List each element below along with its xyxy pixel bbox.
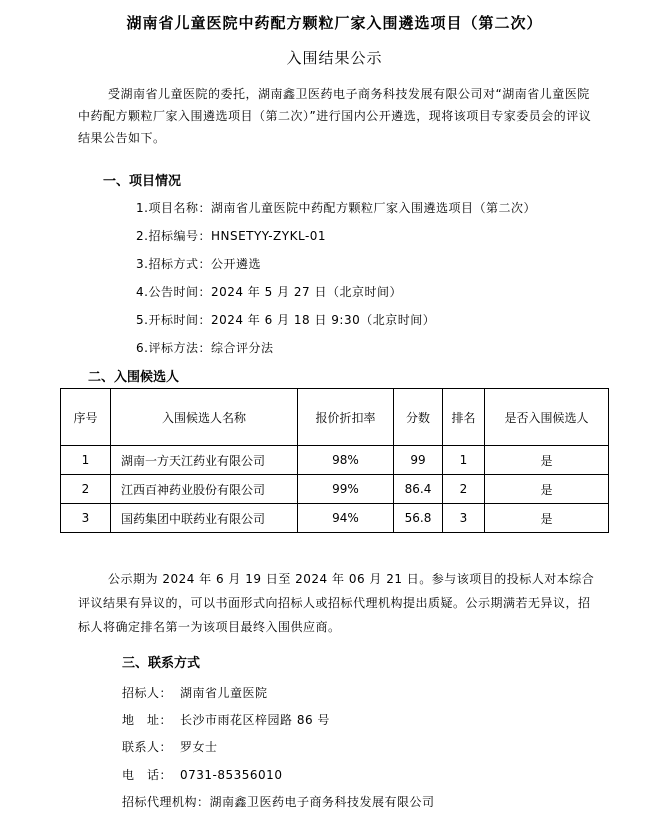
contact-row-address (122, 711, 330, 728)
header-cell: 分数 (394, 389, 443, 446)
contact-value: 湖南鑫卫医药电子商务科技发展有限公司 (209, 795, 435, 809)
contact-value: 0731-85356010 (180, 768, 283, 782)
project-item-code: 2.招标编号：HNSETYY-ZYKL-01 (136, 229, 327, 243)
section-candidates-heading: 二、入围候选人 (88, 370, 180, 385)
section-project-heading: 一、项目情况 (103, 174, 182, 189)
contact-label: 招标人： (122, 686, 173, 700)
contact-row-agency (122, 793, 435, 810)
header-cell: 是否入围候选人 (485, 389, 609, 446)
table-cell: 湖南一方天江药业有限公司 (111, 446, 298, 475)
document-title: 湖南省儿童医院中药配方颗粒厂家入围遴选项目（第二次） (126, 14, 543, 32)
table-cell: 56.8 (394, 504, 443, 533)
contact-label: 联系人： (122, 740, 173, 754)
candidates-table (60, 388, 609, 533)
contact-row-person (122, 738, 218, 755)
header-cell: 序号 (61, 389, 111, 446)
header-cell: 入围候选人名称 (111, 389, 298, 446)
table-cell: 99 (394, 446, 443, 475)
contact-label: 电 话： (122, 768, 173, 782)
table-cell: 是 (485, 446, 609, 475)
contact-value: 罗女士 (180, 740, 218, 754)
document-subtitle: 入围结果公示 (286, 49, 383, 67)
project-item-method: 3.招标方式：公开遴选 (136, 257, 261, 271)
contact-label: 招标代理机构： (122, 795, 210, 809)
table-header-row (61, 389, 609, 446)
project-item-open-time: 5.开标时间：2024 年 6 月 18 日 9:30（北京时间） (136, 313, 436, 327)
table-row (61, 475, 609, 504)
table-cell: 99% (298, 475, 394, 504)
contact-label: 地 址： (122, 713, 173, 727)
contact-value: 长沙市雨花区梓园路 86 号 (180, 713, 330, 727)
header-cell: 排名 (443, 389, 485, 446)
header-cell: 报价折扣率 (298, 389, 394, 446)
project-item-name: 1.项目名称：湖南省儿童医院中药配方颗粒厂家入围遴选项目（第二次） (136, 201, 536, 215)
contact-value: 湖南省儿童医院 (180, 686, 268, 700)
table-cell: 3 (443, 504, 485, 533)
table-cell: 98% (298, 446, 394, 475)
project-item-eval-method: 6.评标方法：综合评分法 (136, 341, 274, 355)
table-cell: 3 (61, 504, 111, 533)
contact-row-tenderer (122, 684, 268, 701)
table-cell: 1 (61, 446, 111, 475)
table-row (61, 446, 609, 475)
table-cell: 86.4 (394, 475, 443, 504)
table-cell: 94% (298, 504, 394, 533)
table-cell: 国药集团中联药业有限公司 (111, 504, 298, 533)
contact-row-phone (122, 766, 282, 783)
table-cell: 1 (443, 446, 485, 475)
table-row (61, 504, 609, 533)
table-cell: 2 (61, 475, 111, 504)
table-cell: 是 (485, 504, 609, 533)
table-cell: 江西百神药业股份有限公司 (111, 475, 298, 504)
table-cell: 2 (443, 475, 485, 504)
section-contact-heading: 三、联系方式 (122, 656, 201, 671)
project-item-announce-time: 4.公告时间：2024 年 5 月 27 日（北京时间） (136, 285, 402, 299)
notice-paragraph: 公示期为 2024 年 6 月 19 日至 2024 年 06 月 21 日。参与该项目的投标人对本综合评议结果有异议的，可以书面形式向招标人或招标代理机构提出质疑。公示期满若无异议，招标人将确定排名第一为该项目最终入围供应商。 (78, 572, 595, 634)
intro-paragraph: 受湖南省儿童医院的委托，湖南鑫卫医药电子商务科技发展有限公司对“湖南省儿童医院中药配方颗粒厂家入围遴选项目（第二次）”进行国内公开遴选，现将该项目专家委员会的评议结果公告如下。 (78, 87, 592, 145)
table-cell: 是 (485, 475, 609, 504)
